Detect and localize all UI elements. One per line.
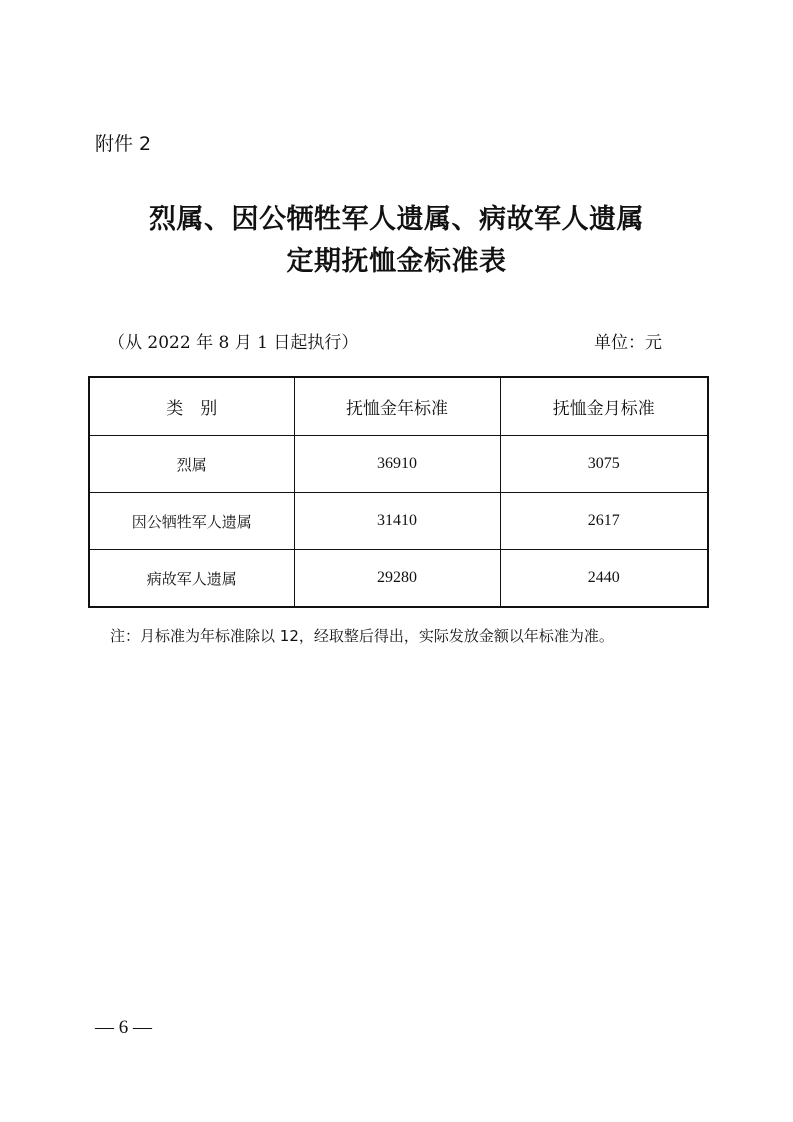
page-number: — 6 — — [95, 1017, 152, 1038]
row-monthly-value: 3075 — [500, 436, 708, 493]
header-annual-standard: 抚恤金年标准 — [294, 377, 500, 436]
table-header-row — [89, 377, 708, 436]
header-category: 类 别 — [89, 377, 294, 436]
document-title-line-2: 定期抚恤金标准表 — [286, 246, 507, 277]
table-note: 注：月标准为年标准除以 12，经取整后得出，实际发放金额以年标准为准。 — [110, 627, 614, 645]
table-row — [89, 550, 708, 608]
row-monthly-value: 2617 — [500, 493, 708, 550]
row-annual-value: 36910 — [294, 436, 500, 493]
attachment-label: 附件 2 — [95, 133, 152, 155]
header-monthly-standard: 抚恤金月标准 — [500, 377, 708, 436]
table-row — [89, 436, 708, 493]
row-category: 病故军人遗属 — [89, 550, 294, 608]
row-category: 因公牺牲军人遗属 — [89, 493, 294, 550]
document-title-line-1: 烈属、因公牺牲军人遗属、病故军人遗属 — [149, 204, 644, 235]
table-row — [89, 493, 708, 550]
row-category: 烈属 — [89, 436, 294, 493]
effective-date: （从 2022 年 8 月 1 日起执行） — [108, 333, 359, 353]
unit-label: 单位：元 — [594, 333, 662, 353]
row-monthly-value: 2440 — [500, 550, 708, 608]
pension-standards-table — [88, 376, 709, 608]
row-annual-value: 31410 — [294, 493, 500, 550]
row-annual-value: 29280 — [294, 550, 500, 608]
